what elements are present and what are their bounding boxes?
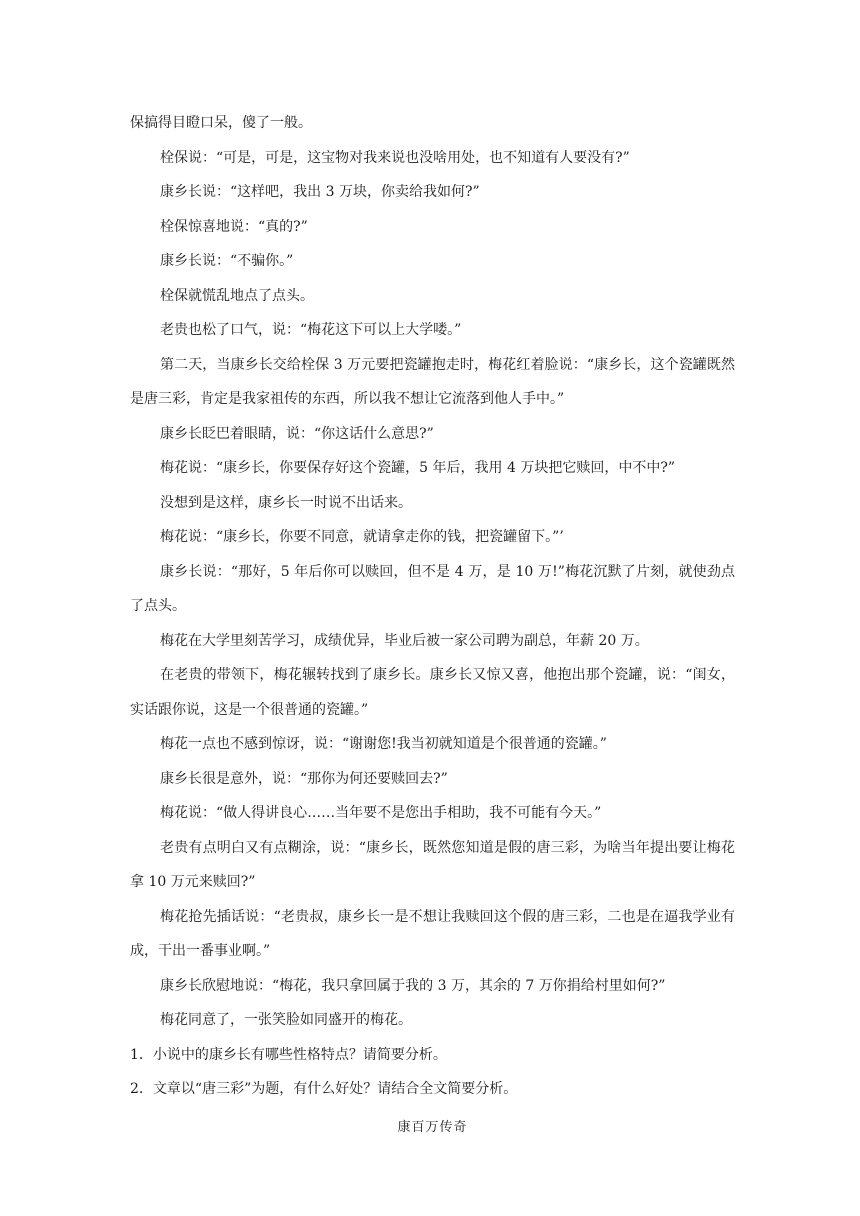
story-paragraph: 康乡长眨巴着眼睛，说：“你这话什么意思?” bbox=[160, 425, 434, 442]
story-paragraph: 没想到是这样，康乡长一时说不出话来。 bbox=[160, 494, 412, 511]
story-paragraph: 老贵有点明白又有点糊涂，说：“康乡长，既然您知道是假的唐三彩，为啥当年提出要让梅花拿 10 万元来赎回?” bbox=[130, 839, 735, 890]
story-paragraph: 栓保惊喜地说：“真的?” bbox=[160, 218, 308, 235]
story-paragraph: 康乡长欣慰地说：“梅花，我只拿回属于我的 3 万，其余的 7 万你捐给村里如何?” bbox=[160, 977, 666, 994]
document-content bbox=[130, 106, 735, 1145]
story-paragraph: 康乡长说：“那好，5 年后你可以赎回，但不是 4 万，是 10 万!”梅花沉默了片刻，就使劲点了点头。 bbox=[130, 563, 735, 614]
story-paragraph: 梅花同意了，一张笑脸如同盛开的梅花。 bbox=[160, 1012, 412, 1028]
question-list bbox=[130, 1038, 735, 1107]
next-article-title: 康百万传奇 bbox=[397, 1119, 468, 1135]
story-paragraph: 康乡长说：“这样吧，我出 3 万块，你卖给我如何?” bbox=[160, 184, 480, 200]
story-paragraphs bbox=[130, 106, 735, 1038]
story-paragraph: 梅花抢先插话说：“老贵叔，康乡长一是不想让我赎回这个假的唐三彩，二也是在逼我学业有成，干出一番事业啊。” bbox=[130, 908, 735, 959]
story-paragraph: 康乡长说：“不骗你。” bbox=[160, 253, 294, 269]
story-paragraph: 梅花一点也不感到惊讶，说：“谢谢您!我当初就知道是个很普通的瓷罐。” bbox=[160, 736, 607, 752]
story-paragraph: 在老贵的带领下，梅花辗转找到了康乡长。康乡长又惊又喜，他抱出那个瓷罐，说：“闺女，实话跟你说，这是一个很普通的瓷罐。” bbox=[130, 667, 735, 718]
story-paragraph: 栓保说：“可是，可是，这宝物对我来说也没啥用处，也不知道有人要没有?” bbox=[160, 149, 630, 166]
story-paragraph: 梅花说：“康乡长，你要不同意，就请拿走你的钱，把瓷罐留下。”’ bbox=[160, 529, 564, 545]
story-paragraph: 康乡长很是意外，说：“那你为何还要赎回去?” bbox=[160, 770, 448, 787]
story-paragraph: 梅花说：“做人得讲良心……当年要不是您出手相助，我不可能有今天。” bbox=[160, 805, 602, 821]
question-item: 2．文章以“唐三彩”为题，有什么好处？请结合全文简要分析。 bbox=[130, 1081, 518, 1097]
story-paragraph: 栓保就慌乱地点了点头。 bbox=[160, 287, 314, 304]
story-paragraph: 保搞得目瞪口呆，傻了一般。 bbox=[130, 115, 312, 131]
story-paragraph: 老贵也松了口气，说：“梅花这下可以上大学喽。” bbox=[160, 322, 462, 338]
story-paragraph: 梅花在大学里刻苦学习，成绩优异，毕业后被一家公司聘为副总，年薪 20 万。 bbox=[160, 632, 649, 649]
story-paragraph: 梅花说：“康乡长，你要保存好这个瓷罐，5 年后，我用 4 万块把它赎回，中不中?” bbox=[160, 460, 675, 476]
story-paragraph: 第二天，当康乡长交给栓保 3 万元要把瓷罐抱走时，梅花红着脸说：“康乡长，这个瓷罐既然是唐三彩，肯定是我家祖传的东西，所以我不想让它流落到他人手中。” bbox=[130, 356, 735, 407]
question-item: 1．小说中的康乡长有哪些性格特点？请简要分析。 bbox=[130, 1046, 447, 1063]
